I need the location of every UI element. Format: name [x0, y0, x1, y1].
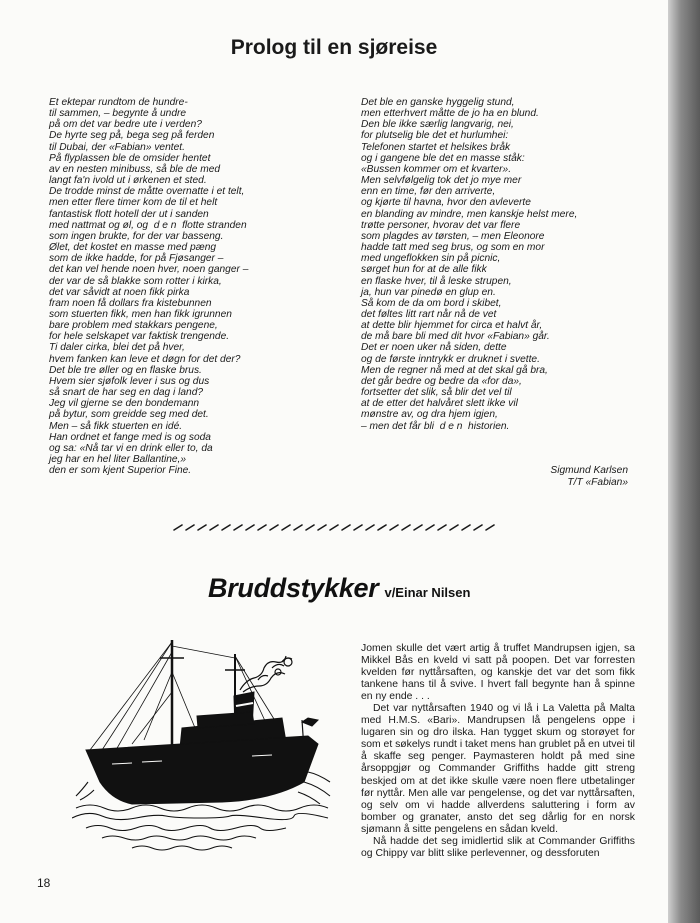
divider-dash — [282, 525, 290, 530]
poem-right-line: enn en time, før den arriverte, — [361, 186, 496, 198]
poem-right-line: men etterhvert måtte de jo ha en blund. — [361, 108, 539, 120]
poem-left-line: langt fa'n ivold ut i ørkenen et sted. — [49, 175, 207, 187]
page-shadow-edge — [668, 0, 700, 923]
poem-right-line: som plagdes av tørsten, – men Eleonore — [361, 230, 545, 242]
poem-right-line: «Bussen kommer om et kvarter». — [361, 163, 512, 175]
poem-left-line: hvem fanken kan leve et døgn for det der? — [49, 353, 241, 365]
poem-left-line: for hele selskapet var faktisk trengende. — [49, 331, 230, 343]
poem-left-line: På flyplassen ble de omsider hentet — [49, 152, 211, 164]
poem-left-line: De trodde minst de måtte overnatte i et telt, — [49, 186, 245, 198]
article-header — [208, 573, 470, 604]
article-body — [361, 643, 635, 860]
poem-left-line: som ingen brukte, for der var basseng. — [49, 230, 224, 242]
article-paragraph: Jomen skulle det vært artig å truffet Mandrupsen igjen, sa Mikkel Bås en kveld vi satt på poopen. Det var forresten kvelden før nyttårsaften, og kanskje det var det som fikk tankene hans til å svive. I hvert fall begynte han å spinne en ny ende . . . — [361, 643, 635, 703]
divider-dash — [174, 525, 182, 530]
divider-dash — [462, 525, 470, 530]
poem-left-line: fantastisk flott hotell der ut i sanden — [49, 208, 209, 220]
poem-right-line: det går bedre og bedre da «for da», — [361, 375, 522, 387]
poem-left-line: av en nesten minibuss, så ble de med — [49, 163, 221, 175]
poem-left-line: Det ble tre øller og en flaske brus. — [49, 364, 202, 376]
divider-dash — [246, 525, 254, 530]
poem-left-line: som de ikke hadde, for på Fjøsanger – — [49, 253, 224, 265]
divider-dash — [198, 525, 206, 530]
divider-icon — [170, 520, 500, 534]
divider-dash — [294, 525, 302, 530]
poem-right-line: Men selvfølgelig tok det jo mye mer — [361, 175, 522, 187]
poem-right-line: sørget hun for at de alle fikk — [361, 264, 487, 276]
poem-left-line: på om det var bedre ute i verden? — [49, 119, 202, 131]
poem-right-line: Det ble en ganske hyggelig stund, — [361, 97, 515, 108]
poem-signature — [550, 465, 628, 489]
divider-dash — [486, 525, 494, 530]
poem-left-line: til Dubai, der «Fabian» ventet. — [49, 141, 185, 153]
steamship-illustration-icon — [72, 632, 342, 862]
poem-right-line: for plutselig ble det et hurlumhei: — [361, 130, 509, 142]
divider-dash — [186, 525, 194, 530]
poem-right-line: Den ble ikke særlig langvarig, nei, — [361, 119, 514, 131]
page-title: Prolog til en sjøreise — [230, 36, 438, 59]
poem-left-line: det var såvidt at noen fikk pirka — [49, 286, 190, 298]
poem-left-line: men etter flere timer kom de til et helt — [49, 197, 218, 209]
poem-left-line: på bytur, som greidde seg med det. — [49, 409, 209, 421]
poem-left-line: og sa: «Nå tar vi en drink eller to, da — [49, 442, 213, 454]
poem-right-line: ja, hun var pinedø en glup en. — [361, 286, 496, 298]
poem-right-line: mønstre av, og dra hjem igjen, — [361, 409, 498, 421]
divider-dash — [306, 525, 314, 530]
poem-right-line: – men det får bli d e n historien. — [361, 420, 510, 432]
divider-dash — [342, 525, 350, 530]
poem-right-line: at dette blir hjemmet for circa et halvt år, — [361, 320, 543, 332]
poem-right-line: og i gangene ble det en masse ståk: — [361, 152, 525, 164]
poem-left-line: De hyrte seg på, bega seg på ferden — [49, 130, 215, 142]
poem-right-line: og kjørte til havna, hvor den avleverte — [361, 197, 531, 209]
poem-left-line: med nattmat og øl, og d e n flotte stranden — [49, 219, 247, 231]
page-number: 18 — [37, 876, 51, 890]
poem-right-line: en flaske hver, til å leske strupen, — [361, 275, 512, 287]
divider-dash — [378, 525, 386, 530]
poem-right-line: trøtte personer, hvorav det var flere — [361, 219, 521, 231]
poem-left-line: Men – så fikk stuerten en idé. — [49, 420, 183, 432]
divider-dash — [474, 525, 482, 530]
poem-right-line: at de etter det halvåret slett ikke vil — [361, 398, 518, 410]
poem-right-line: Telefonen startet et helsikes bråk — [361, 141, 511, 153]
poem-right-line: fortsetter det slik, så blir det vel til — [361, 387, 512, 399]
poem-right-line: de må bare bli med dit hvor «Fabian» går. — [361, 331, 550, 343]
poem-right-line: med ungeflokken sin på picnic, — [361, 253, 501, 265]
divider-dash — [426, 525, 434, 530]
article-paragraph: Nå hadde det seg imidlertid slik at Commander Griffiths og Chippy var blitt slike perlevenner, og dessforuten — [361, 835, 635, 859]
divider-dash — [258, 525, 266, 530]
poem-right-line: og de første inntrykk er druknet i svette. — [361, 353, 540, 365]
article-paragraph: Det var nyttårsaften 1940 og vi lå i La Valetta på Malta med H.M.S. «Bari». Mandrupsen lå pengelens oppe i lugaren sin og dro ilska. Han tygget skum og storøyet for som et søkelys rundt i taket mens han grublet på en utvei til å skaffe seg penger. Paymasteren holdt på med sine årsoppgjør og Commander Griffiths hadde gitt streng beskjed om at det ikke skulle være noen flere utbetalinger før nyttår. Men alle var pengelense, og det var nyttårsaften, og selv om vi hadde allverdens saluttering i form av bomber og granater, ansto det seg dårlig for en norsk sjømann å sitte pengelens en sådan kveld. — [361, 703, 635, 835]
divider-dash — [210, 525, 218, 530]
divider-dash — [330, 525, 338, 530]
divider-dash — [318, 525, 326, 530]
poem-left-line: Jeg vil gjerne se den bondemann — [49, 398, 200, 410]
poem-left-line: bare problem med stakkars pengene, — [49, 320, 218, 332]
poem-left-line: til sammen, – begynte å undre — [49, 108, 187, 120]
poem-left-line: det kan vel hende noen hver, noen ganger – — [49, 264, 249, 276]
divider-dash — [366, 525, 374, 530]
poem-left-column — [49, 97, 248, 476]
divider-dash — [270, 525, 278, 530]
poem-left-line: Ølet, det kostet en masse med pæng — [49, 242, 217, 254]
article-title: Bruddstykker — [208, 573, 379, 603]
divider-dash — [438, 525, 446, 530]
poem-right-line: Men de regner nå med at det skal gå bra, — [361, 364, 548, 376]
divider-dash — [354, 525, 362, 530]
poem-left-line: der var de så blakke som rotter i kirka, — [49, 275, 222, 287]
signature-ship: T/T «Fabian» — [567, 477, 628, 488]
divider-dash — [222, 525, 230, 530]
signature-name: Sigmund Karlsen — [550, 465, 628, 476]
poem-left-line: den er som kjent Superior Fine. — [49, 465, 192, 477]
poem-left-line: Ti daler cirka, blei det på hver, — [49, 342, 185, 354]
divider-dash — [402, 525, 410, 530]
poem-right-line: Så kom de da om bord i skibet, — [361, 297, 502, 309]
poem-right-line: hadde tatt med seg brus, og som en mor — [361, 242, 545, 254]
poem-left-line: Et ektepar rundtom de hundre- — [49, 97, 188, 108]
poem-right-line: en blanding av mindre, men kanskje helst mere, — [361, 208, 578, 220]
poem-right-line: Det er noen uker nå siden, dette — [361, 342, 507, 354]
divider-dash — [234, 525, 242, 530]
poem-left-line: jeg har en hel liter Ballantine,» — [49, 454, 187, 465]
article-byline: v/Einar Nilsen — [384, 585, 471, 600]
poem-left-line: Hvem sier sjøfolk lever i sus og dus — [49, 375, 210, 387]
divider-dash — [390, 525, 398, 530]
poem-left-line: Han ordnet et fange med is og soda — [49, 431, 211, 443]
poem-right-column — [361, 97, 577, 432]
poem-right-line: det føltes litt rart når nå de vet — [361, 308, 497, 320]
poem-left-line: fram noen få dollars fra kistebunnen — [49, 297, 212, 309]
poem-left-line: så snart de har seg en dag i land? — [49, 387, 204, 399]
divider-dash — [414, 525, 422, 530]
poem-left-line: som stuerten fikk, men han fikk igrunnen — [49, 308, 232, 320]
divider-dash — [450, 525, 458, 530]
